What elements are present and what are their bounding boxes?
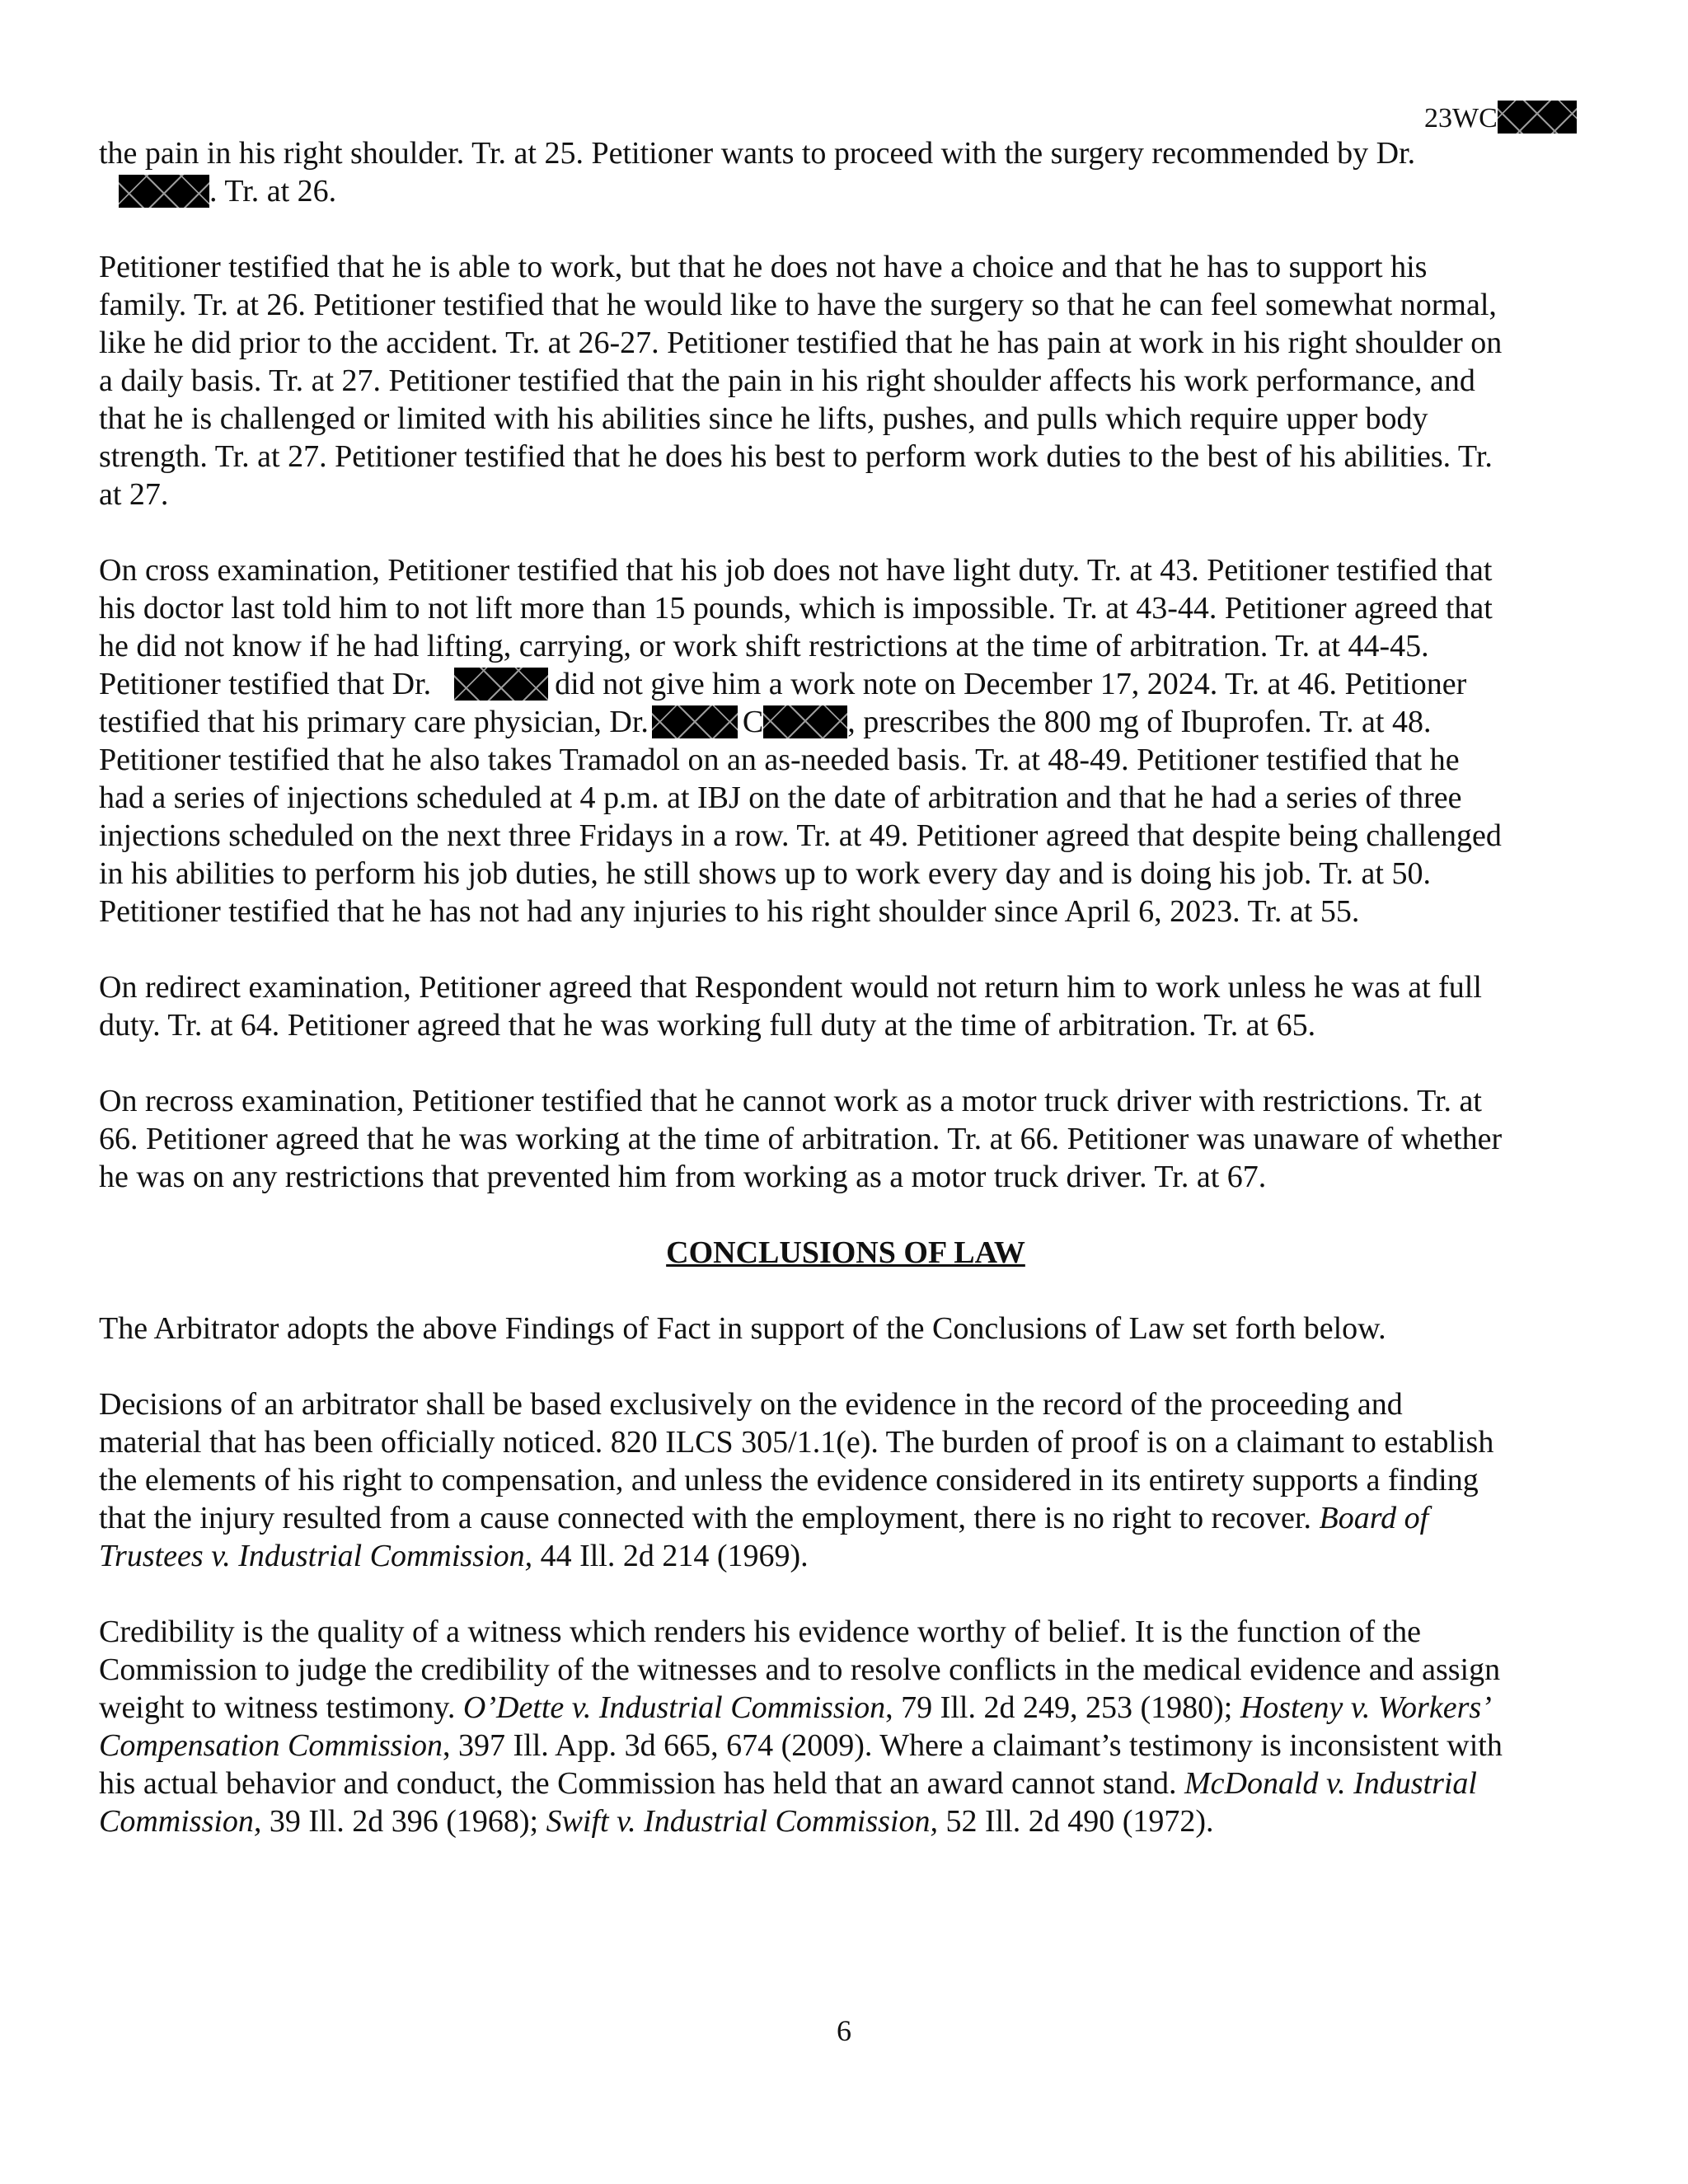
case-citation: Swift v. Industrial Commission, (546, 1804, 938, 1839)
text-line: the pain in his right shoulder. Tr. at 25. Petitioner wants to proceed with the surgery recommended by Dr. (99, 136, 1416, 171)
paragraph-surgery-request (99, 134, 1592, 210)
text-line: Commission to judge the credibility of the witnesses and to resolve conflicts in the medical evidence and assign (99, 1652, 1501, 1687)
paragraph-recross-examination (99, 1082, 1592, 1196)
text-line: he did not know if he had lifting, carrying, or work shift restrictions at the time of arbitration. Tr. at 44-45. (99, 629, 1429, 663)
text-line: material that has been officially noticed. 820 ILCS 305/1.1(e). The burden of proof is on a claimant to establish (99, 1425, 1494, 1460)
text-line: On recross examination, Petitioner testified that he cannot work as a motor truck driver with restrictions. Tr. at (99, 1084, 1482, 1118)
redaction-block (1498, 101, 1577, 134)
text-line: like he did prior to the accident. Tr. at 26-27. Petitioner testified that he has pain at work in his right shoulder on (99, 326, 1503, 360)
case-citation: Compensation Commission (99, 1728, 443, 1763)
text-line: at 27. (99, 477, 169, 512)
case-citation: Trustees v. Industrial Commission, (99, 1539, 533, 1573)
case-citation: Hosteny v. Workers’ (1240, 1690, 1492, 1725)
text-line: 66. Petitioner agreed that he was working at the time of arbitration. Tr. at 66. Petitioner was unaware of whether (99, 1122, 1503, 1156)
text-line: he was on any restrictions that prevented him from working as a motor truck driver. Tr. at 67. (99, 1160, 1267, 1194)
case-citation: Board of (1319, 1501, 1429, 1535)
document-body (99, 134, 1592, 1878)
redaction-block (119, 175, 209, 208)
paragraph-burden-of-proof (99, 1385, 1592, 1575)
text-line: duty. Tr. at 64. Petitioner agreed that he was working full duty at the time of arbitration. Tr. at 65. (99, 1008, 1316, 1043)
paragraph-cross-examination (99, 551, 1592, 930)
text-line: Decisions of an arbitrator shall be based exclusively on the evidence in the record of the proceeding and (99, 1387, 1403, 1422)
section-heading: CONCLUSIONS OF LAW (666, 1235, 1025, 1270)
paragraph-arbitrator-adopts (99, 1310, 1592, 1347)
text-line: Credibility is the quality of a witness which renders his evidence worthy of belief. It is the function of the (99, 1615, 1422, 1649)
paragraph-redirect-examination (99, 968, 1592, 1044)
case-citation: McDonald v. Industrial (1184, 1766, 1477, 1801)
case-number: 23WC (1424, 101, 1577, 137)
text-line: a daily basis. Tr. at 27. Petitioner testified that the pain in his right shoulder affects his work performance, and (99, 363, 1475, 398)
text-line: had a series of injections scheduled at 4 p.m. at IBJ on the date of arbitration and that he had a series of three (99, 780, 1462, 815)
text-line: in his abilities to perform his job duties, he still shows up to work every day and is doing his job. Tr. at 50. (99, 856, 1431, 891)
text-line: On cross examination, Petitioner testified that his job does not have light duty. Tr. at 43. Petitioner testified that (99, 553, 1493, 588)
text-line: Trustees v. Industrial Commission, 44 Ill. 2d 214 (1969). (99, 1539, 809, 1573)
text-line: Petitioner testified that Dr. did not give him a work note on December 17, 2024. Tr. at 46. Petitioner (99, 667, 1467, 701)
text-line: his actual behavior and conduct, the Commission has held that an award cannot stand. McDonald v. Industrial (99, 1766, 1477, 1801)
text-line: On redirect examination, Petitioner agreed that Respondent would not return him to work unless he was at full (99, 970, 1482, 1005)
text-line: . Tr. at 26. (99, 172, 1592, 210)
text-line: testified that his primary care physician, Dr. C , prescribes the 800 mg of Ibuprofen. Tr. at 48. (99, 705, 1432, 739)
text-line: The Arbitrator adopts the above Findings of Fact in support of the Conclusions of Law set forth below. (99, 1311, 1386, 1346)
text-line: Commission, 39 Ill. 2d 396 (1968); Swift v. Industrial Commission, 52 Ill. 2d 490 (1972). (99, 1804, 1214, 1839)
text-line: Petitioner testified that he also takes Tramadol on an as-needed basis. Tr. at 48-49. Petitioner testified that he (99, 743, 1460, 777)
text-line: the elements of his right to compensation, and unless the evidence considered in its entirety supports a finding (99, 1463, 1479, 1497)
text-line: his doctor last told him to not lift more than 15 pounds, which is impossible. Tr. at 43-44. Petitioner agreed that (99, 591, 1493, 626)
case-citation: Commission, (99, 1804, 262, 1839)
text-line: that the injury resulted from a cause connected with the employment, there is no right to recover. Board of (99, 1501, 1429, 1535)
text-line: strength. Tr. at 27. Petitioner testified that he does his best to perform work duties to the best of his abilities. Tr. (99, 439, 1493, 474)
redaction-block (454, 668, 548, 701)
text-line: Petitioner testified that he has not had any injuries to his right shoulder since April 6, 2023. Tr. at 55. (99, 894, 1360, 929)
text-line: injections scheduled on the next three Fridays in a row. Tr. at 49. Petitioner agreed that despite being challenged (99, 818, 1502, 853)
section-heading-conclusions-of-law (99, 1234, 1592, 1272)
paragraph-credibility (99, 1613, 1592, 1840)
text-line: that he is challenged or limited with his abilities since he lifts, pushes, and pulls which require upper body (99, 401, 1428, 436)
text-line: Compensation Commission, 397 Ill. App. 3d 665, 674 (2009). Where a claimant’s testimony is inconsistent with (99, 1728, 1503, 1763)
case-citation: O’Dette v. Industrial Commission (462, 1690, 886, 1725)
text-line: family. Tr. at 26. Petitioner testified that he would like to have the surgery so that he can feel somewhat normal, (99, 288, 1497, 322)
paragraph-ability-to-work (99, 248, 1592, 513)
text-line: Petitioner testified that he is able to work, but that he does not have a choice and that he has to support his (99, 250, 1428, 284)
redaction-block (652, 705, 738, 738)
redaction-block (763, 705, 847, 738)
page-number: 6 (837, 2014, 851, 2047)
text-line: weight to witness testimony. O’Dette v. Industrial Commission, 79 Ill. 2d 249, 253 (1980); Hosteny v. Workers’ (99, 1690, 1492, 1725)
